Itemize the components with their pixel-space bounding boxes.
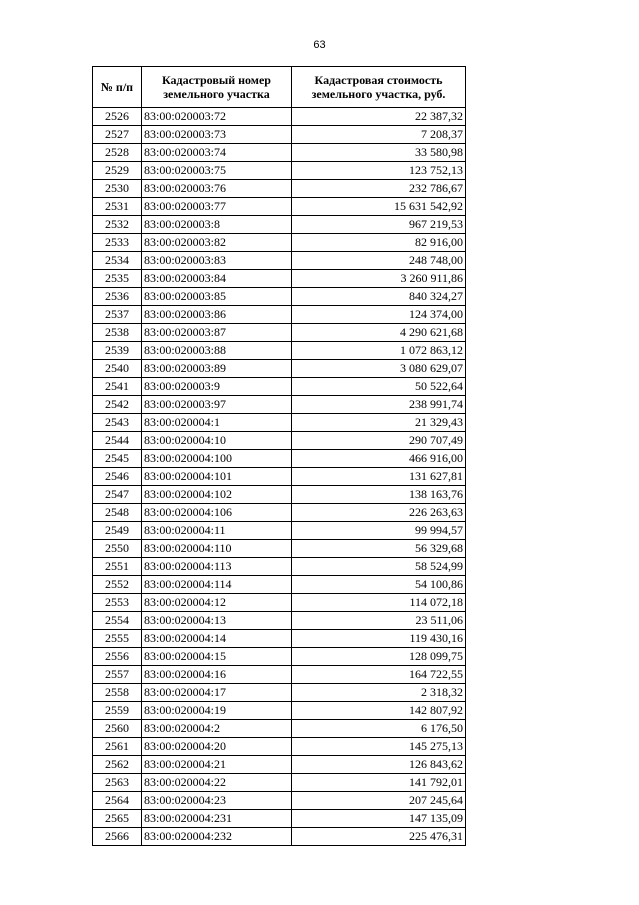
table-row bbox=[93, 486, 466, 504]
row-number-cell: 2554 bbox=[93, 612, 142, 630]
cadastral-number-cell: 83:00:020003:97 bbox=[142, 396, 292, 414]
cadastral-number-cell: 83:00:020003:77 bbox=[142, 198, 292, 216]
cadastral-number-cell: 83:00:020003:83 bbox=[142, 252, 292, 270]
cadastral-value-cell: 3 080 629,07 bbox=[292, 360, 466, 378]
cadastral-value-cell: 147 135,09 bbox=[292, 810, 466, 828]
table-row bbox=[93, 414, 466, 432]
cadastral-number-cell: 83:00:020003:82 bbox=[142, 234, 292, 252]
cadastral-value-cell: 141 792,01 bbox=[292, 774, 466, 792]
table-row bbox=[93, 396, 466, 414]
row-number-cell: 2552 bbox=[93, 576, 142, 594]
cadastral-number-cell: 83:00:020004:231 bbox=[142, 810, 292, 828]
cadastral-value-cell: 99 994,57 bbox=[292, 522, 466, 540]
cadastral-number-cell: 83:00:020004:14 bbox=[142, 630, 292, 648]
cadastral-number-cell: 83:00:020003:88 bbox=[142, 342, 292, 360]
row-number-cell: 2541 bbox=[93, 378, 142, 396]
row-number-cell: 2527 bbox=[93, 126, 142, 144]
cadastral-value-cell: 126 843,62 bbox=[292, 756, 466, 774]
table-row bbox=[93, 630, 466, 648]
row-number-cell: 2566 bbox=[93, 828, 142, 846]
cadastral-value-cell: 82 916,00 bbox=[292, 234, 466, 252]
table-row bbox=[93, 216, 466, 234]
row-number-cell: 2561 bbox=[93, 738, 142, 756]
cadastral-value-cell: 128 099,75 bbox=[292, 648, 466, 666]
cadastral-value-cell: 54 100,86 bbox=[292, 576, 466, 594]
row-number-cell: 2559 bbox=[93, 702, 142, 720]
cadastral-number-cell: 83:00:020004:110 bbox=[142, 540, 292, 558]
cadastral-number-cell: 83:00:020003:74 bbox=[142, 144, 292, 162]
row-number-cell: 2557 bbox=[93, 666, 142, 684]
cadastral-number-cell: 83:00:020004:232 bbox=[142, 828, 292, 846]
header-cadastral-value: Кадастровая стоимость земельного участка, руб. bbox=[292, 67, 466, 108]
page-number: 63 bbox=[313, 39, 326, 51]
table-body bbox=[93, 108, 466, 846]
cadastral-number-cell: 83:00:020003:76 bbox=[142, 180, 292, 198]
cadastral-value-cell: 2 318,32 bbox=[292, 684, 466, 702]
row-number-cell: 2546 bbox=[93, 468, 142, 486]
table-row bbox=[93, 576, 466, 594]
table-row bbox=[93, 108, 466, 126]
cadastral-number-cell: 83:00:020003:72 bbox=[142, 108, 292, 126]
cadastral-number-cell: 83:00:020004:10 bbox=[142, 432, 292, 450]
table-row bbox=[93, 774, 466, 792]
cadastral-number-cell: 83:00:020004:1 bbox=[142, 414, 292, 432]
table-row bbox=[93, 468, 466, 486]
cadastral-value-cell: 145 275,13 bbox=[292, 738, 466, 756]
table-row bbox=[93, 198, 466, 216]
table-row bbox=[93, 270, 466, 288]
row-number-cell: 2551 bbox=[93, 558, 142, 576]
row-number-cell: 2533 bbox=[93, 234, 142, 252]
cadastral-number-cell: 83:00:020003:73 bbox=[142, 126, 292, 144]
row-number-cell: 2553 bbox=[93, 594, 142, 612]
row-number-cell: 2555 bbox=[93, 630, 142, 648]
table-row bbox=[93, 360, 466, 378]
table-row bbox=[93, 558, 466, 576]
table-row bbox=[93, 252, 466, 270]
cadastral-number-cell: 83:00:020003:8 bbox=[142, 216, 292, 234]
cadastral-number-cell: 83:00:020004:102 bbox=[142, 486, 292, 504]
cadastral-value-cell: 21 329,43 bbox=[292, 414, 466, 432]
row-number-cell: 2529 bbox=[93, 162, 142, 180]
row-number-cell: 2549 bbox=[93, 522, 142, 540]
cadastral-number-cell: 83:00:020004:13 bbox=[142, 612, 292, 630]
table-row bbox=[93, 450, 466, 468]
table-row bbox=[93, 180, 466, 198]
table-row bbox=[93, 810, 466, 828]
cadastral-value-cell: 466 916,00 bbox=[292, 450, 466, 468]
cadastral-number-cell: 83:00:020003:85 bbox=[142, 288, 292, 306]
cadastral-value-cell: 225 476,31 bbox=[292, 828, 466, 846]
cadastral-value-cell: 6 176,50 bbox=[292, 720, 466, 738]
cadastral-number-cell: 83:00:020004:23 bbox=[142, 792, 292, 810]
cadastral-value-cell: 238 991,74 bbox=[292, 396, 466, 414]
cadastral-value-cell: 119 430,16 bbox=[292, 630, 466, 648]
row-number-cell: 2544 bbox=[93, 432, 142, 450]
cadastral-number-cell: 83:00:020004:12 bbox=[142, 594, 292, 612]
cadastral-number-cell: 83:00:020004:15 bbox=[142, 648, 292, 666]
table-row bbox=[93, 522, 466, 540]
cadastral-number-cell: 83:00:020004:2 bbox=[142, 720, 292, 738]
cadastral-value-cell: 124 374,00 bbox=[292, 306, 466, 324]
cadastral-number-cell: 83:00:020004:114 bbox=[142, 576, 292, 594]
table-row bbox=[93, 720, 466, 738]
row-number-cell: 2556 bbox=[93, 648, 142, 666]
cadastral-value-cell: 33 580,98 bbox=[292, 144, 466, 162]
table-row bbox=[93, 432, 466, 450]
cadastral-number-cell: 83:00:020003:9 bbox=[142, 378, 292, 396]
cadastral-value-cell: 1 072 863,12 bbox=[292, 342, 466, 360]
cadastral-value-cell: 23 511,06 bbox=[292, 612, 466, 630]
table-row bbox=[93, 324, 466, 342]
cadastral-number-cell: 83:00:020004:113 bbox=[142, 558, 292, 576]
cadastral-value-cell: 290 707,49 bbox=[292, 432, 466, 450]
row-number-cell: 2564 bbox=[93, 792, 142, 810]
row-number-cell: 2562 bbox=[93, 756, 142, 774]
row-number-cell: 2538 bbox=[93, 324, 142, 342]
cadastral-number-cell: 83:00:020004:22 bbox=[142, 774, 292, 792]
row-number-cell: 2534 bbox=[93, 252, 142, 270]
row-number-cell: 2531 bbox=[93, 198, 142, 216]
cadastral-value-cell: 123 752,13 bbox=[292, 162, 466, 180]
table-row bbox=[93, 648, 466, 666]
table-row bbox=[93, 612, 466, 630]
cadastral-value-cell: 50 522,64 bbox=[292, 378, 466, 396]
row-number-cell: 2540 bbox=[93, 360, 142, 378]
table-row bbox=[93, 342, 466, 360]
row-number-cell: 2543 bbox=[93, 414, 142, 432]
cadastral-value-cell: 3 260 911,86 bbox=[292, 270, 466, 288]
table-row bbox=[93, 702, 466, 720]
cadastral-number-cell: 83:00:020003:87 bbox=[142, 324, 292, 342]
table-row bbox=[93, 666, 466, 684]
cadastral-number-cell: 83:00:020004:20 bbox=[142, 738, 292, 756]
table-row bbox=[93, 594, 466, 612]
cadastral-value-cell: 114 072,18 bbox=[292, 594, 466, 612]
cadastral-value-cell: 22 387,32 bbox=[292, 108, 466, 126]
cadastral-number-cell: 83:00:020004:19 bbox=[142, 702, 292, 720]
row-number-cell: 2565 bbox=[93, 810, 142, 828]
table-row bbox=[93, 234, 466, 252]
cadastral-value-cell: 967 219,53 bbox=[292, 216, 466, 234]
row-number-cell: 2547 bbox=[93, 486, 142, 504]
table-row bbox=[93, 738, 466, 756]
header-row bbox=[93, 67, 466, 108]
header-cadastral-number: Кадастровый номер земельного участка bbox=[142, 67, 292, 108]
table-row bbox=[93, 756, 466, 774]
cadastral-value-cell: 248 748,00 bbox=[292, 252, 466, 270]
row-number-cell: 2560 bbox=[93, 720, 142, 738]
cadastral-number-cell: 83:00:020003:84 bbox=[142, 270, 292, 288]
table-row bbox=[93, 684, 466, 702]
cadastral-number-cell: 83:00:020004:21 bbox=[142, 756, 292, 774]
cadastral-value-cell: 232 786,67 bbox=[292, 180, 466, 198]
row-number-cell: 2528 bbox=[93, 144, 142, 162]
row-number-cell: 2563 bbox=[93, 774, 142, 792]
table-row bbox=[93, 144, 466, 162]
cadastral-number-cell: 83:00:020003:89 bbox=[142, 360, 292, 378]
cadastral-value-cell: 56 329,68 bbox=[292, 540, 466, 558]
table-row bbox=[93, 828, 466, 846]
cadastral-number-cell: 83:00:020004:17 bbox=[142, 684, 292, 702]
row-number-cell: 2558 bbox=[93, 684, 142, 702]
row-number-cell: 2535 bbox=[93, 270, 142, 288]
row-number-cell: 2550 bbox=[93, 540, 142, 558]
cadastral-number-cell: 83:00:020004:101 bbox=[142, 468, 292, 486]
cadastral-value-cell: 207 245,64 bbox=[292, 792, 466, 810]
table-row bbox=[93, 504, 466, 522]
cadastral-number-cell: 83:00:020004:11 bbox=[142, 522, 292, 540]
row-number-cell: 2548 bbox=[93, 504, 142, 522]
cadastral-value-cell: 7 208,37 bbox=[292, 126, 466, 144]
row-number-cell: 2542 bbox=[93, 396, 142, 414]
row-number-cell: 2537 bbox=[93, 306, 142, 324]
cadastral-number-cell: 83:00:020003:86 bbox=[142, 306, 292, 324]
cadastral-value-cell: 4 290 621,68 bbox=[292, 324, 466, 342]
row-number-cell: 2545 bbox=[93, 450, 142, 468]
cadastral-value-cell: 840 324,27 bbox=[292, 288, 466, 306]
cadastral-value-table bbox=[92, 66, 466, 846]
header-row-number: № п/п bbox=[93, 67, 142, 108]
table-row bbox=[93, 792, 466, 810]
cadastral-value-cell: 226 263,63 bbox=[292, 504, 466, 522]
cadastral-value-cell: 164 722,55 bbox=[292, 666, 466, 684]
table-header bbox=[93, 67, 466, 108]
table-row bbox=[93, 306, 466, 324]
table-row bbox=[93, 378, 466, 396]
table-row bbox=[93, 540, 466, 558]
row-number-cell: 2532 bbox=[93, 216, 142, 234]
cadastral-value-cell: 15 631 542,92 bbox=[292, 198, 466, 216]
cadastral-number-cell: 83:00:020004:16 bbox=[142, 666, 292, 684]
cadastral-value-cell: 138 163,76 bbox=[292, 486, 466, 504]
row-number-cell: 2526 bbox=[93, 108, 142, 126]
cadastral-value-cell: 131 627,81 bbox=[292, 468, 466, 486]
cadastral-value-cell: 142 807,92 bbox=[292, 702, 466, 720]
cadastral-number-cell: 83:00:020004:106 bbox=[142, 504, 292, 522]
cadastral-number-cell: 83:00:020004:100 bbox=[142, 450, 292, 468]
row-number-cell: 2536 bbox=[93, 288, 142, 306]
row-number-cell: 2530 bbox=[93, 180, 142, 198]
cadastral-number-cell: 83:00:020003:75 bbox=[142, 162, 292, 180]
row-number-cell: 2539 bbox=[93, 342, 142, 360]
table-row bbox=[93, 288, 466, 306]
table-row bbox=[93, 162, 466, 180]
table-row bbox=[93, 126, 466, 144]
cadastral-value-cell: 58 524,99 bbox=[292, 558, 466, 576]
